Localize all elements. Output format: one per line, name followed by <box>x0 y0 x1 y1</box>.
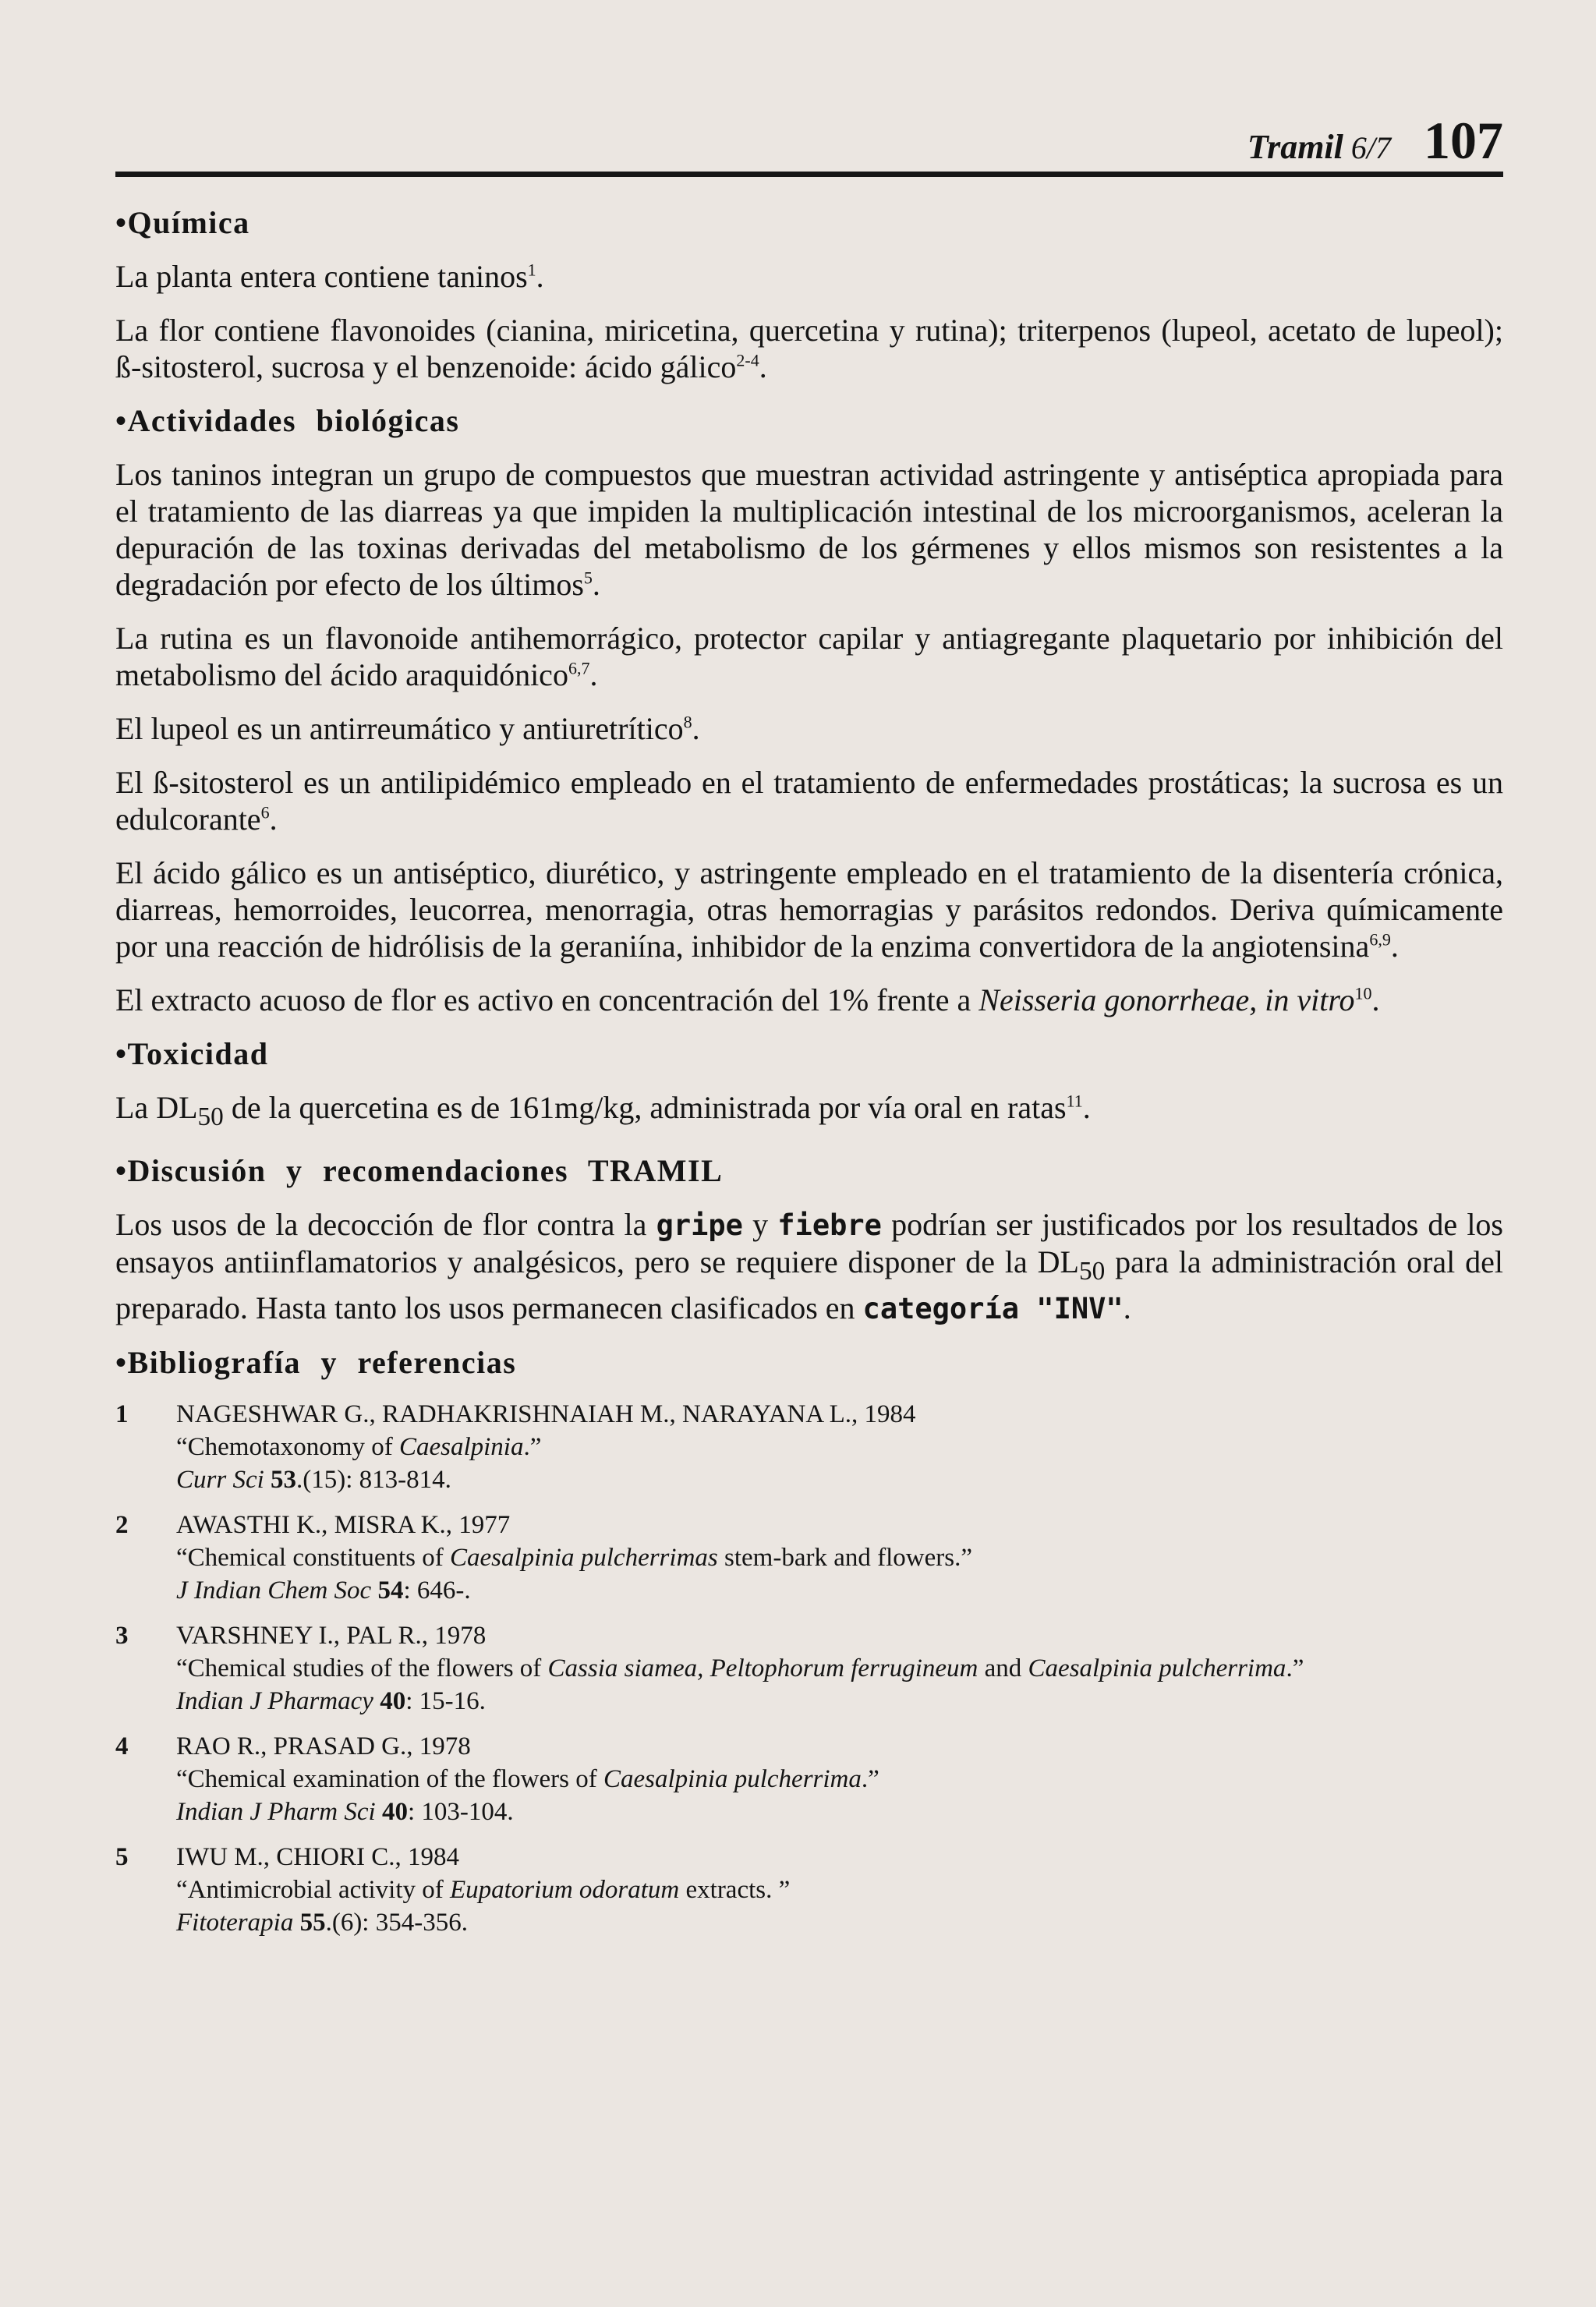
citation: 2-4 <box>736 350 759 370</box>
paragraph <box>115 982 1503 1018</box>
title-text: stem-bark and flowers.” <box>717 1544 972 1572</box>
page-header <box>115 109 1503 177</box>
category-label: categoría "INV" <box>862 1292 1124 1325</box>
reference-title <box>176 1763 1503 1796</box>
pages: .(6): 354-356. <box>325 1909 468 1937</box>
paragraph <box>115 1206 1503 1327</box>
reference-title <box>176 1541 1503 1574</box>
reference-number: 1 <box>115 1400 129 1428</box>
volume: 40 <box>380 1687 406 1715</box>
paragraph <box>115 1089 1503 1135</box>
reference-authors: NAGESHWAR G., RADHAKRISHNAIAH M., NARAYANA L., 1984 <box>176 1400 916 1428</box>
reference-item <box>115 1619 1503 1718</box>
paragraph <box>115 764 1503 837</box>
paragraph <box>115 456 1503 603</box>
title-text: .” <box>861 1765 879 1793</box>
title-species: Caesalpinia pulcherrima <box>603 1765 862 1793</box>
citation: 8 <box>683 712 692 732</box>
paragraph-text: Los usos de la decocción de flor contra la <box>115 1207 656 1242</box>
section-heading-actividades: •Actividades biológicas <box>115 403 460 438</box>
paragraph-text: La flor contiene flavonoides (cianina, miricetina, quercetina y rutina); triterpenos (lupeol, acetato de lupeol); ß-sitosterol, sucrosa y el benzenoide: ácido gálico <box>115 313 1503 384</box>
section-heading-toxicidad: •Toxicidad <box>115 1036 269 1071</box>
paragraph-text: El lupeol es un antirreumático y antiuretrítico <box>115 711 684 746</box>
reference-number: 3 <box>115 1622 129 1650</box>
paragraph-text: Los taninos integran un grupo de compuestos que muestran actividad astringente y antiséptica apropiada para el tratamiento de las diarreas ya que impiden la multiplicación intestinal de los microorganismos, aceleran la depuración de las toxinas derivadas del metabolismo de los gérmenes y ellos mismos son resistentes a la degradación por efecto de los últimos <box>115 457 1503 602</box>
paragraph-text: El extracto acuoso de flor es activo en concentración del 1% frente a <box>115 982 979 1017</box>
volume: 54 <box>377 1576 404 1605</box>
punct: . <box>269 801 278 837</box>
subscript: 50 <box>197 1102 224 1131</box>
journal-name: Indian J Pharmacy <box>176 1687 373 1715</box>
punct: . <box>692 711 700 746</box>
title-species: Cassia siamea, Peltophorum ferrugineum <box>547 1654 978 1682</box>
header-right <box>1247 111 1503 170</box>
reference-item <box>115 1730 1503 1828</box>
paragraph-text: de la quercetina es de 161mg/kg, administrada por vía oral en ratas <box>223 1090 1067 1125</box>
pages: : 103-104. <box>407 1798 514 1826</box>
reference-item <box>115 1398 1503 1496</box>
use-term: gripe <box>656 1208 743 1242</box>
punct: . <box>1082 1090 1091 1125</box>
reference-source <box>176 1574 1503 1607</box>
journal-name: Indian J Pharm Sci <box>176 1798 376 1826</box>
punct: . <box>589 657 598 692</box>
pages: : 15-16. <box>405 1687 486 1715</box>
reference-authors: IWU M., CHIORI C., 1984 <box>176 1843 459 1871</box>
title-species: Eupatorium odoratum <box>449 1876 680 1904</box>
subscript: 50 <box>1078 1257 1106 1286</box>
citation: 5 <box>583 568 593 588</box>
reference-source <box>176 1796 1503 1828</box>
reference-item <box>115 1509 1503 1607</box>
reference-authors: AWASTHI K., MISRA K., 1977 <box>176 1511 511 1539</box>
journal-title: Tramil <box>1247 128 1343 166</box>
citation: 6,7 <box>568 658 590 678</box>
paragraph <box>115 710 1503 747</box>
reference-number: 5 <box>115 1843 129 1871</box>
title-species: Caesalpinia pulcherrima <box>1028 1654 1286 1682</box>
reference-source <box>176 1906 1503 1939</box>
paragraph-text: La DL <box>115 1090 198 1125</box>
paragraph-text: El ß-sitosterol es un antilipidémico empleado en el tratamiento de enfermedades prostáticas; la sucrosa es un edulcorante <box>115 765 1503 837</box>
reference-number: 4 <box>115 1732 129 1760</box>
paragraph <box>115 620 1503 693</box>
journal-name: J Indian Chem Soc <box>176 1576 372 1605</box>
paragraph-text: El ácido gálico es un antiséptico, diurético, y astringente empleado en el tratamiento de la disentería crónica, diarreas, hemorroides, leucorrea, menorragia, otras hemorragias y parásitos redondos. Deriva químicamente por una reacción de hidrólisis de la geraniína, inhibidor de la enzima convertidora de la angiotensina <box>115 855 1503 964</box>
reference-list <box>115 1398 1503 1939</box>
punct: . <box>1390 929 1399 964</box>
reference-source <box>176 1685 1503 1718</box>
paragraph-text: La rutina es un flavonoide antihemorrágico, protector capilar y antiagregante plaquetario por inhibición del metabolismo del ácido araquidónico <box>115 621 1503 692</box>
volume: 55 <box>299 1909 326 1937</box>
issue-number: 6/7 <box>1350 130 1391 165</box>
citation: 11 <box>1066 1091 1083 1111</box>
journal-name: Fitoterapia <box>176 1909 294 1937</box>
reference-title <box>176 1652 1503 1685</box>
citation: 6 <box>260 802 270 823</box>
title-text: .” <box>1286 1654 1304 1682</box>
citation: 10 <box>1354 983 1372 1003</box>
title-text: and <box>978 1654 1028 1682</box>
reference-title <box>176 1874 1503 1906</box>
punct: . <box>536 259 544 294</box>
reference-authors: RAO R., PRASAD G., 1978 <box>176 1732 471 1760</box>
title-text: extracts. ” <box>679 1876 791 1904</box>
use-term: fiebre <box>777 1208 882 1242</box>
reference-title <box>176 1431 1503 1463</box>
page-number: 107 <box>1424 111 1503 170</box>
title-text: “Chemotaxonomy of <box>176 1433 399 1461</box>
title-species: Caesalpinia pulcherrimas <box>450 1544 718 1572</box>
title-text: .” <box>523 1433 542 1461</box>
punct: . <box>759 349 767 384</box>
citation: 1 <box>527 260 536 280</box>
title-species: Caesalpinia <box>398 1433 524 1461</box>
main-content <box>115 204 1503 1951</box>
paragraph <box>115 855 1503 964</box>
reference-authors: VARSHNEY I., PAL R., 1978 <box>176 1622 487 1650</box>
pages: : 646-. <box>403 1576 471 1605</box>
pages: .(15): 813-814. <box>296 1466 451 1494</box>
species-name: Neisseria gonorrheae, in vitro <box>978 982 1355 1017</box>
title-text: “Chemical constituents of <box>176 1544 450 1572</box>
title-text: “Chemical studies of the flowers of <box>176 1654 548 1682</box>
paragraph-text: para la administración oral del preparado. Hasta tanto los usos permanecen clasificados en <box>115 1244 1504 1325</box>
paragraph-text: La planta entera contiene taninos <box>115 259 528 294</box>
reference-number: 2 <box>115 1511 129 1539</box>
section-heading-bibliografia: •Bibliografía y referencias <box>115 1345 517 1380</box>
paragraph-text: y <box>742 1207 778 1242</box>
punct: . <box>1123 1290 1131 1325</box>
title-text: “Chemical examination of the flowers of <box>176 1765 603 1793</box>
citation: 6,9 <box>1369 929 1391 950</box>
volume: 40 <box>381 1798 408 1826</box>
paragraph <box>115 258 1503 295</box>
paragraph <box>115 312 1503 385</box>
punct: . <box>1371 982 1380 1017</box>
section-heading-quimica: •Química <box>115 205 250 240</box>
section-heading-discusion: •Discusión y recomendaciones TRAMIL <box>115 1153 724 1188</box>
volume: 53 <box>271 1466 297 1494</box>
reference-source <box>176 1463 1503 1496</box>
punct: . <box>592 567 600 602</box>
reference-item <box>115 1841 1503 1939</box>
journal-name: Curr Sci <box>176 1466 264 1494</box>
title-text: “Antimicrobial activity of <box>176 1876 450 1904</box>
paragraph-text: podrían ser justificados por los resultados de los ensayos antiinflamatorios y analgésicos, pero se requiere disponer de la DL <box>115 1207 1503 1279</box>
